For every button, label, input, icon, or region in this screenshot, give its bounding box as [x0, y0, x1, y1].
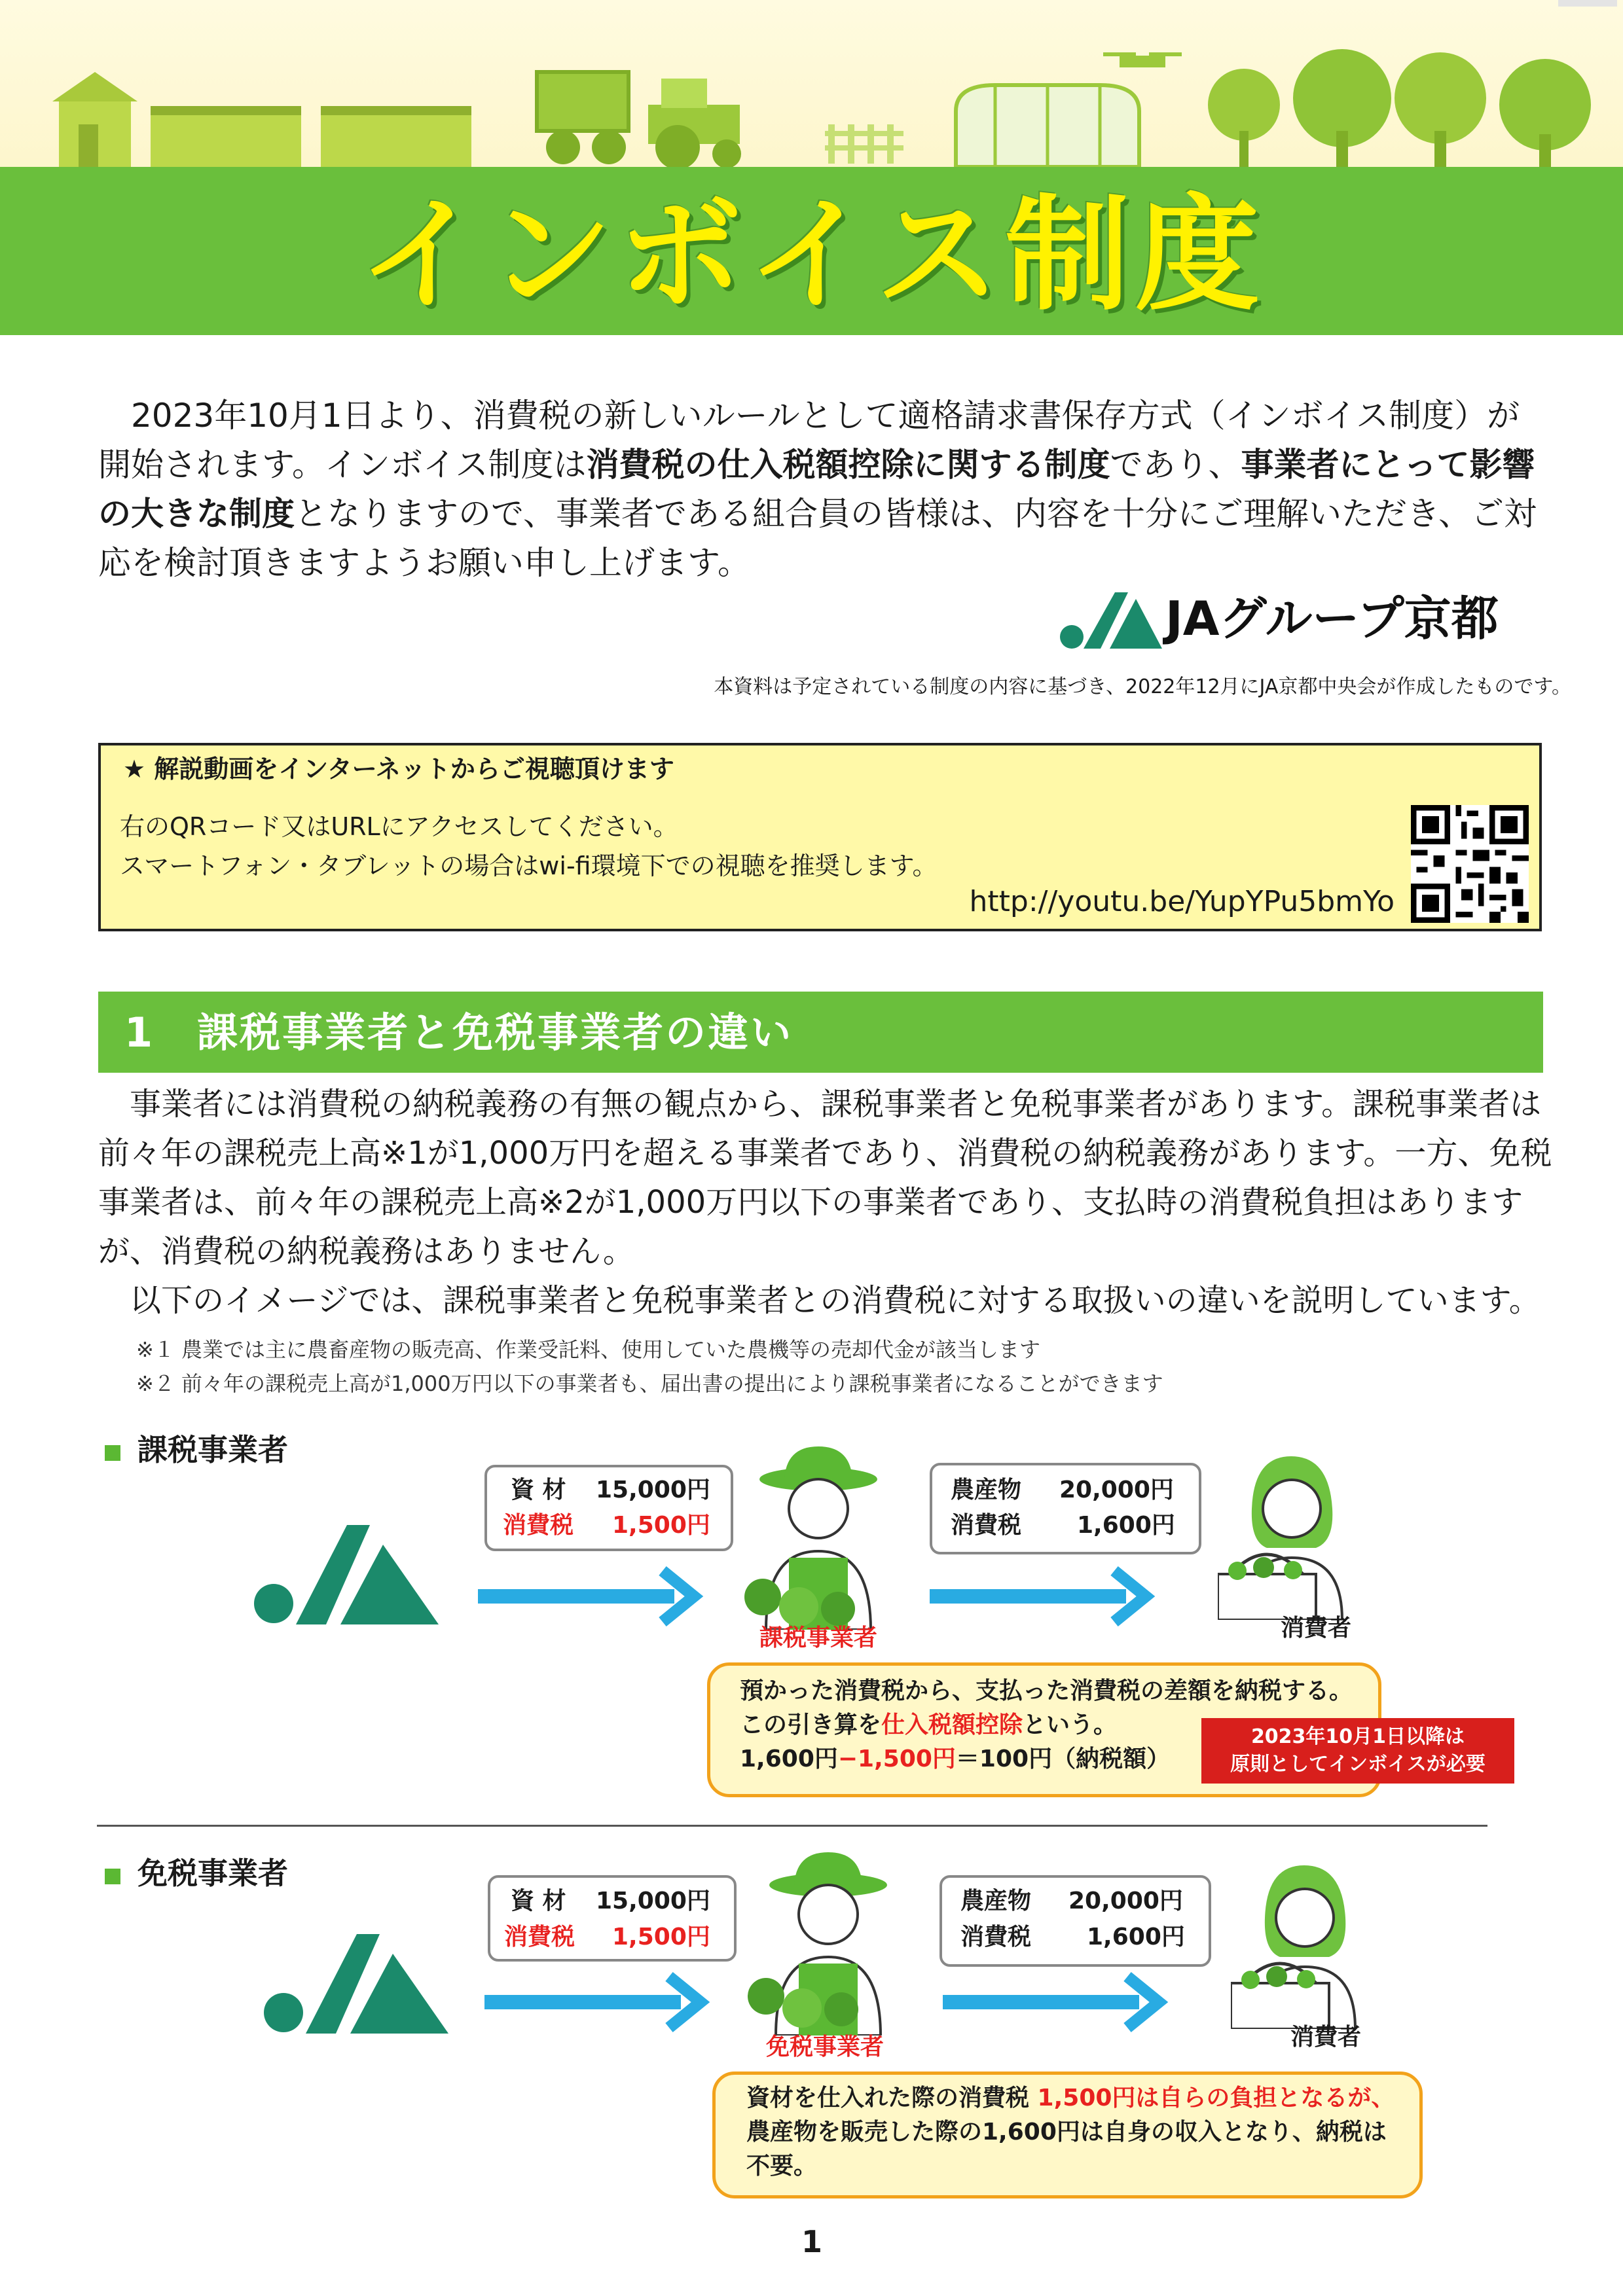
product-label: 農産物: [951, 1477, 1022, 1503]
footnote-2: ※２ 前々年の課税売上高が1,000万円以下の事業者も、届出書の提出により課税事業者になることができます: [136, 1371, 1163, 1396]
page-number: 1: [801, 2224, 822, 2259]
taxable-note-2: この引き算を仕入税額控除という。: [740, 1712, 1118, 1738]
ja-logo-icon: [249, 1505, 445, 1636]
exempt-note-1: 資材を仕入れた際の消費税 1,500円は自らの負担となるが、: [746, 2085, 1395, 2111]
farm-scene-illustration: [0, 0, 1623, 177]
materials-label: 資 材: [511, 1477, 566, 1503]
taxable-category-title: 課税事業者: [137, 1432, 288, 1467]
video-url-link[interactable]: http://youtu.be/YupYPu5bmYo: [969, 885, 1395, 918]
arrow-right-icon: [478, 1564, 714, 1630]
section-1-title: 1 課税事業者と免税事業者の違い: [124, 1009, 793, 1056]
product-tax-value: 1,600円: [1087, 1924, 1185, 1950]
intro-text-2: であり、: [1110, 446, 1241, 484]
product-value: 20,000円: [1059, 1477, 1174, 1503]
taxable-consumer-label: 消費者: [1280, 1615, 1351, 1641]
intro-text-1: 2023年10月1日より、消費税の新しいルールとして適格請求書保存方式（インボイス制度）が開始されます。インボイス制度は: [98, 397, 1520, 484]
product-value: 20,000円: [1068, 1888, 1183, 1914]
exempt-note-3: 不要。: [746, 2153, 818, 2179]
video-box-line-2: スマートフォン・タブレットの場合はwi-fi環境下での視聴を推奨します。: [120, 852, 938, 880]
footnote-1: ※１ 農業では主に農畜産物の販売高、作業受託料、使用していた農機等の売却代金が該当します: [136, 1337, 1040, 1362]
ja-logo-icon: [259, 1921, 455, 2052]
video-box-line-1: 右のQRコード又はURLにアクセスしてください。: [120, 812, 678, 841]
divider: [97, 1825, 1487, 1827]
exempt-note-2: 農産物を販売した際の1,600円は自身の収入となり、納税は: [746, 2119, 1387, 2145]
arrow-right-icon: [484, 1970, 720, 2036]
video-box-title: ★ 解説動画をインターネットからご視聴頂けます: [123, 755, 674, 783]
taxable-note-3: 1,600円−1,500円＝100円（納税額）: [740, 1746, 1171, 1772]
intro-paragraph: [98, 391, 1539, 588]
product-label: 農産物: [960, 1888, 1032, 1914]
arrow-right-icon: [943, 1970, 1178, 2036]
source-note: 本資料は予定されている制度の内容に基づき、2022年12月にJA京都中央会が作成したものです。: [714, 675, 1571, 698]
category-marker: [105, 1445, 120, 1461]
product-tax-label: 消費税: [960, 1924, 1032, 1950]
materials-tax-label: 消費税: [503, 1512, 574, 1539]
taxable-note-1: 預かった消費税から、支払った消費税の差額を納税する。: [740, 1677, 1353, 1704]
product-tax-value: 1,600円: [1077, 1512, 1175, 1539]
intro-text-3: となりますので、事業者である組合員の皆様は、内容を十分にご理解いただき、ご対応を検討頂きますようお願い申し上げます。: [98, 495, 1537, 582]
farmer-illustration: [737, 1852, 920, 2036]
category-marker: [105, 1869, 120, 1884]
exempt-farmer-label: 免税事業者: [765, 2034, 884, 2060]
section-1-body-2: 以下のイメージでは、課税事業者と免税事業者との消費税に対する取扱いの違いを説明しています。: [130, 1282, 1541, 1319]
qr-code-icon[interactable]: [1411, 805, 1529, 923]
page-title: インボイス制度: [358, 183, 1265, 327]
taxable-farmer-label: 課税事業者: [759, 1624, 877, 1651]
materials-value: 15,000円: [596, 1477, 710, 1503]
exempt-consumer-label: 消費者: [1290, 2024, 1361, 2051]
materials-tax-value: 1,500円: [612, 1924, 710, 1950]
consumer-illustration: [1231, 1859, 1395, 2029]
intro-bold-2: 事業者にとって影響の大きな制度: [98, 446, 1535, 533]
materials-value: 15,000円: [596, 1888, 710, 1914]
invoice-required-tag: 2023年10月1日以降は 原則としてインボイスが必要: [1201, 1718, 1514, 1784]
farmer-illustration: [727, 1446, 910, 1630]
ja-logo-icon: [1057, 586, 1162, 651]
product-tax-label: 消費税: [951, 1512, 1022, 1539]
materials-label: 資 材: [511, 1888, 566, 1914]
exempt-category-title: 免税事業者: [137, 1856, 288, 1891]
materials-tax-label: 消費税: [504, 1924, 575, 1950]
consumer-illustration: [1218, 1450, 1381, 1620]
section-1-body: 事業者には消費税の納税義務の有無の観点から、課税事業者と免税事業者があります。課税事業者は前々年の課税売上高※1が1,000万円を超える事業者であり、消費税の納税義務があります。一方、免税事業者は、前々年の課税売上高※2が1,000万円以下の事業者であり、支払時の消費税負担はありますが、消費税の納税義務はありません。: [98, 1086, 1552, 1270]
ja-group-kyoto-logo-text: JAグループ京都: [1165, 591, 1499, 646]
arrow-right-icon: [930, 1564, 1165, 1630]
intro-bold-1: 消費税の仕入税額控除に関する制度: [586, 446, 1110, 484]
materials-tax-value: 1,500円: [612, 1512, 710, 1539]
